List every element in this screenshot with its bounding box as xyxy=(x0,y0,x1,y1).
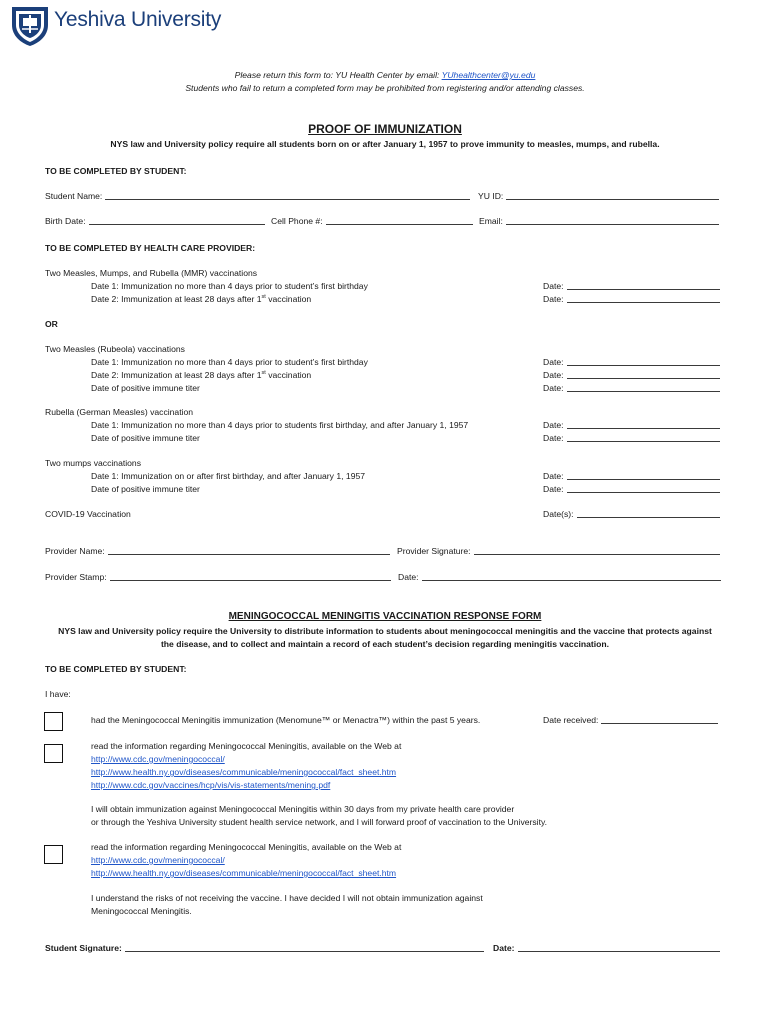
provider-stamp-line[interactable] xyxy=(110,580,391,581)
covid-label: COVID-19 Vaccination xyxy=(45,509,131,519)
yu-id-line[interactable] xyxy=(506,199,719,200)
date-line[interactable] xyxy=(567,479,720,480)
date-line[interactable] xyxy=(567,378,720,379)
measles-sup: st xyxy=(261,370,266,377)
date-label: Date: xyxy=(543,420,564,430)
mumps-titer-text: Date of positive immune titer xyxy=(91,484,200,494)
student-heading: TO BE COMPLETED BY STUDENT: xyxy=(45,166,187,176)
measles-date1-field[interactable] xyxy=(543,357,723,368)
immunization-policy: NYS law and University policy require all students born on or after January 1, 1957 to prove immunity to measles, mumps, and rubella. xyxy=(110,139,660,149)
date-received-line[interactable] xyxy=(601,723,718,724)
return-note-text: Please return this form to: YU Health Center by email: xyxy=(234,70,442,80)
health-ny-link[interactable]: http://www.health.ny.gov/diseases/communicable/meningococcal/fact_sheet.htm xyxy=(91,767,397,777)
measles-date2-field[interactable] xyxy=(543,370,723,381)
measles-date2-b: vaccination xyxy=(265,370,312,380)
measles-titer-text: Date of positive immune titer xyxy=(91,383,200,393)
date-line[interactable] xyxy=(567,492,720,493)
health-ny-link-2[interactable]: http://www.health.ny.gov/diseases/communicable/meningococcal/fact_sheet.htm xyxy=(91,868,397,878)
mmr-date1-text: Date 1: Immunization no more than 4 days prior to student’s first birthday xyxy=(91,281,368,291)
mmr-date1-field[interactable] xyxy=(543,281,723,292)
student-signature-label: Student Signature: xyxy=(45,943,122,953)
option2-intro: read the information regarding Meningococcal Meningitis, available on the Web at xyxy=(91,741,402,751)
yu-id-label: YU ID: xyxy=(478,191,504,201)
warning-note: Students who fail to return a completed form may be prohibited from registering and/or attending classes. xyxy=(185,83,585,93)
student-signature-field[interactable] xyxy=(45,943,487,954)
cell-phone-label: Cell Phone #: xyxy=(271,216,323,226)
option2-checkbox[interactable] xyxy=(44,744,63,763)
provider-date-field[interactable] xyxy=(398,572,724,583)
mmr-sup: st xyxy=(261,294,266,301)
option3-checkbox[interactable] xyxy=(44,845,63,864)
signature-date-field[interactable] xyxy=(493,943,723,954)
return-note xyxy=(0,70,770,81)
measles-title: Two Measles (Rubeola) vaccinations xyxy=(45,344,185,354)
email-line[interactable] xyxy=(506,224,719,225)
provider-name-label: Provider Name: xyxy=(45,546,105,556)
date-line[interactable] xyxy=(567,391,720,392)
date-label: Date: xyxy=(543,433,564,443)
date-line[interactable] xyxy=(567,441,720,442)
provider-name-field[interactable] xyxy=(45,546,393,557)
cell-phone-field[interactable] xyxy=(271,216,476,227)
provider-name-line[interactable] xyxy=(108,554,390,555)
cdc-link[interactable]: http://www.cdc.gov/meningococcal/ xyxy=(91,754,225,764)
logo-text: Yeshiva University xyxy=(54,8,222,31)
rubella-date1-text: Date 1: Immunization no more than 4 days prior to students first birthday, and after January 1, 1957 xyxy=(91,420,469,430)
provider-stamp-field[interactable] xyxy=(45,572,394,583)
cdc-link-2[interactable]: http://www.cdc.gov/meningococcal/ xyxy=(91,855,225,865)
meningitis-student-heading: TO BE COMPLETED BY STUDENT: xyxy=(45,664,187,674)
mmr-title: Two Measles, Mumps, and Rubella (MMR) vaccinations xyxy=(45,268,258,278)
date-line[interactable] xyxy=(567,428,720,429)
option1-text: had the Meningococcal Meningitis immunization (Menomune™ or Menactra™) within the past 5 years. xyxy=(91,715,481,725)
email-field[interactable] xyxy=(479,216,722,227)
mumps-title: Two mumps vaccinations xyxy=(45,458,141,468)
date-label: Date: xyxy=(398,572,419,582)
meningitis-title: MENINGOCOCCAL MENINGITIS VACCINATION RESPONSE FORM xyxy=(228,611,542,622)
measles-titer-field[interactable] xyxy=(543,383,723,394)
date-label: Date: xyxy=(543,370,564,380)
date-line[interactable] xyxy=(567,289,720,290)
mmr-date2-field[interactable] xyxy=(543,294,723,305)
date-label: Date: xyxy=(543,281,564,291)
option3-line1: I understand the risks of not receiving the vaccine. I have decided I will not obtain immunization against xyxy=(91,893,483,903)
student-signature-line[interactable] xyxy=(125,951,484,952)
date-line[interactable] xyxy=(422,580,721,581)
mumps-date1-field[interactable] xyxy=(543,471,723,482)
birth-date-field[interactable] xyxy=(45,216,268,227)
yu-id-field[interactable] xyxy=(478,191,722,202)
date-label: Date: xyxy=(543,383,564,393)
date-label: Date: xyxy=(543,484,564,494)
meningitis-policy-line2: the disease, and to collect and maintain a record of each student’s decision regarding meningitis vaccination. xyxy=(160,639,610,649)
mmr-date2-text xyxy=(91,294,311,305)
measles-date2-a: Date 2: Immunization at least 28 days after 1 xyxy=(91,370,262,380)
provider-signature-label: Provider Signature: xyxy=(397,546,471,556)
option2-line2: or through the Yeshiva University student health service network, and I will forward proof of vaccination to the University. xyxy=(91,817,548,827)
dates-label: Date(s): xyxy=(543,509,574,519)
rubella-titer-text: Date of positive immune titer xyxy=(91,433,200,443)
date-line[interactable] xyxy=(567,365,720,366)
i-have-label: I have: xyxy=(45,689,71,699)
immunization-title: PROOF OF IMMUNIZATION xyxy=(308,122,462,136)
provider-stamp-label: Provider Stamp: xyxy=(45,572,107,582)
date-label: Date: xyxy=(543,471,564,481)
rubella-date1-field[interactable] xyxy=(543,420,723,431)
university-seal-icon xyxy=(9,3,51,47)
mmr-date2-a: Date 2: Immunization at least 28 days after 1 xyxy=(91,294,262,304)
option3-line2: Meningococcal Meningitis. xyxy=(91,906,192,916)
or-label: OR xyxy=(45,319,58,329)
date-received-label: Date received: xyxy=(543,715,599,725)
meningitis-policy-line1: NYS law and University policy require the University to distribute information to students about meningococcal meningitis and the vaccine that protects against xyxy=(58,626,712,636)
date-label: Date: xyxy=(543,357,564,367)
rubella-title: Rubella (German Measles) vaccination xyxy=(45,407,194,417)
option1-checkbox[interactable] xyxy=(44,712,63,731)
dates-line[interactable] xyxy=(577,517,720,518)
mmr-date2-b: vaccination xyxy=(265,294,312,304)
date-received-field[interactable] xyxy=(543,715,721,726)
student-name-field[interactable] xyxy=(45,191,473,202)
mumps-titer-field[interactable] xyxy=(543,484,723,495)
student-name-line[interactable] xyxy=(105,199,470,200)
email-label: Email: xyxy=(479,216,503,226)
provider-heading: TO BE COMPLETED BY HEALTH CARE PROVIDER: xyxy=(45,243,256,253)
cell-phone-line[interactable] xyxy=(326,224,473,225)
signature-date-label: Date: xyxy=(493,943,515,953)
date-line[interactable] xyxy=(567,302,720,303)
mumps-date1-text: Date 1: Immunization on or after first birthday, and after January 1, 1957 xyxy=(91,471,366,481)
option3-intro: read the information regarding Meningococcal Meningitis, available on the Web at xyxy=(91,842,402,852)
rubella-titer-field[interactable] xyxy=(543,433,723,444)
measles-date2-text xyxy=(91,370,311,381)
birth-date-line[interactable] xyxy=(89,224,265,225)
provider-signature-field[interactable] xyxy=(397,546,723,557)
provider-signature-line[interactable] xyxy=(474,554,720,555)
vis-link[interactable]: http://www.cdc.gov/vaccines/hcp/vis/vis-statements/mening.pdf xyxy=(91,780,331,790)
date-label: Date: xyxy=(543,294,564,304)
option2-line1: I will obtain immunization against Meningococcal Meningitis within 30 days from my private health care provider xyxy=(91,804,515,814)
signature-date-line[interactable] xyxy=(518,951,721,952)
student-name-label: Student Name: xyxy=(45,191,103,201)
birth-date-label: Birth Date: xyxy=(45,216,86,226)
covid-dates-field[interactable] xyxy=(543,509,723,520)
return-email-link[interactable]: YUhealthcenter@yu.edu xyxy=(441,70,536,80)
measles-date1-text: Date 1: Immunization no more than 4 days prior to student’s first birthday xyxy=(91,357,368,367)
